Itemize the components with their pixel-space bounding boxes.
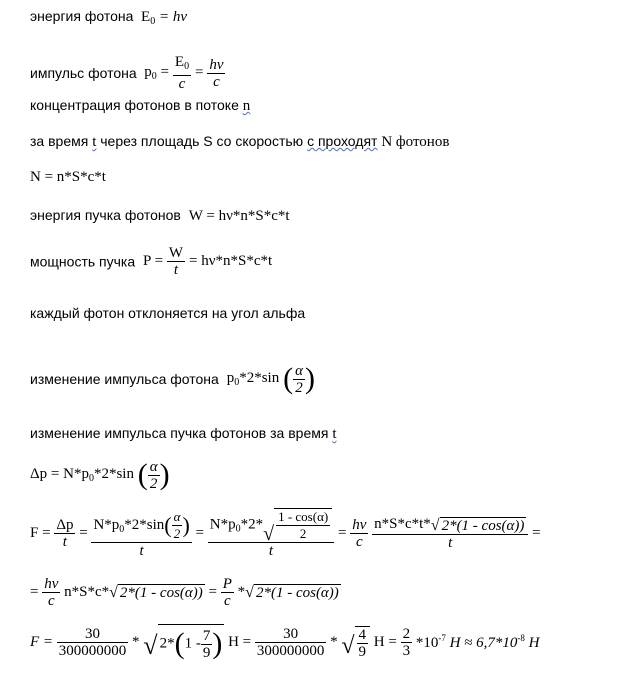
num: 2	[402, 626, 411, 642]
fraction-E0-c	[173, 54, 191, 92]
text: *	[132, 634, 140, 650]
text: N*p	[93, 516, 120, 533]
line-photon-energy	[30, 8, 187, 27]
text: N*p	[209, 516, 236, 533]
num: α	[173, 508, 181, 524]
text: изменение импульса пучка фотонов за время	[30, 425, 329, 441]
den: 2	[149, 475, 158, 492]
line-deflection	[30, 305, 305, 321]
num: W	[168, 245, 184, 261]
text: *2*	[240, 516, 264, 533]
fraction-4-9	[355, 626, 371, 660]
formula-rhs: = hν*n*S*c*t	[188, 253, 273, 269]
den: c	[355, 534, 363, 550]
line-concentration	[30, 97, 250, 115]
text-photon-momentum: импульс фотона	[30, 65, 137, 81]
den: t	[173, 262, 179, 278]
num: P	[222, 576, 232, 592]
symbol-F: F =	[30, 525, 51, 541]
sqrt	[431, 517, 527, 534]
fraction-P-c	[221, 576, 234, 609]
sqrt	[341, 626, 370, 660]
den: c	[224, 593, 231, 609]
fraction-hv-c	[207, 57, 225, 90]
fraction-2-3	[401, 626, 413, 659]
fraction-hv-c	[350, 517, 368, 550]
den: 2	[299, 526, 307, 541]
formula-text: N = n*S*c*t	[30, 169, 106, 185]
subscript: 0	[151, 71, 157, 82]
fraction-30-3e8	[57, 626, 129, 659]
text: 1 -	[184, 635, 201, 652]
num: Δp	[56, 517, 74, 533]
fraction-7-9	[201, 628, 213, 661]
symbol-p: p	[226, 370, 235, 386]
fraction-dp-t	[54, 517, 75, 550]
text-photon-energy: энергия фотона	[30, 8, 134, 24]
text: энергия пучка фотонов	[30, 207, 181, 223]
paren-left: (	[137, 458, 148, 491]
num: α	[295, 362, 303, 379]
symbol-E: E	[141, 9, 151, 25]
den: c	[178, 76, 186, 92]
text: изменение импульса фотона	[30, 371, 219, 387]
root-sign: √	[430, 516, 440, 534]
num: hν	[209, 56, 224, 73]
den: c	[213, 73, 220, 90]
text: H	[528, 635, 540, 651]
sqrt	[263, 508, 332, 545]
line-photon-momentum-change	[30, 362, 315, 396]
superscript: -8	[517, 633, 525, 643]
text-concentration: концентрация фотонов в потоке	[30, 97, 239, 113]
root-sign: √	[143, 631, 158, 660]
formula-W: W = hν*n*S*c*t	[188, 208, 290, 224]
superscript: -7	[438, 633, 446, 643]
text: H ≈ 6,7*10	[449, 635, 518, 651]
den: 2	[173, 525, 181, 541]
text: *10	[415, 635, 439, 651]
den: t	[448, 534, 453, 551]
text: *2*sin	[124, 516, 165, 533]
fraction-alpha-2	[293, 363, 305, 396]
line-beam-power	[30, 245, 272, 278]
root-sign: √	[341, 632, 355, 659]
radicand	[274, 508, 332, 542]
text: каждый фотон отклоняется на угол альфа	[30, 305, 306, 321]
sqrt	[109, 584, 205, 602]
num: 1 - cos(α)	[278, 509, 329, 524]
den: 9	[202, 644, 211, 661]
equals: =	[208, 584, 217, 600]
subscript: 0	[235, 523, 241, 535]
subscript: 0	[119, 523, 125, 535]
root-sign: √	[263, 523, 275, 545]
num: α	[149, 458, 158, 475]
formula-N	[30, 169, 106, 186]
root-sign: √	[109, 583, 118, 601]
text: через площадь S со скоростью	[100, 133, 304, 149]
text: *	[330, 634, 338, 650]
symbol-F: F =	[30, 634, 54, 650]
paren-right: )	[212, 627, 223, 660]
text: H =	[373, 634, 397, 650]
den: t	[62, 534, 67, 550]
fraction-N-p0-sqrt	[208, 508, 334, 559]
fraction-N-p0-sin	[91, 509, 191, 559]
den: 3	[402, 643, 411, 659]
formula-force-numeric	[30, 624, 540, 661]
num: hν	[352, 517, 367, 533]
fraction-alpha-2	[148, 459, 160, 492]
subscript: 0	[184, 61, 190, 72]
formula-force-derivation: F = $\frac{\Delta p}{t}$ = $N*p_0*2*\sin$( $\frac{\alpha}{2}$ ) t = $N*p_0*2*$ √ $\frac{1 - \cos(\alpha)}{2}$ t = $\frac{h\nu}{c}$ n*S*c*t* √ 2*(1 - cos(α)) t =	[30, 508, 541, 559]
sqrt	[143, 624, 224, 661]
line-photon-momentum: импульс фотона $p_0$ = $\frac{E_0}{c}$ = $\frac{h\nu}{c}$	[30, 54, 224, 92]
symbol-P: P =	[143, 253, 164, 269]
text: за время	[30, 133, 89, 149]
subscript: 0	[88, 473, 94, 484]
num: 30	[57, 626, 129, 643]
line-beam-momentum-change	[30, 425, 337, 443]
text: H =	[228, 634, 252, 650]
radicand: 2*(1 - cos(α))	[119, 584, 203, 601]
radicand	[158, 624, 225, 661]
symbol-p: p	[144, 64, 152, 80]
line-beam-energy	[30, 207, 290, 225]
text: 2*	[159, 635, 175, 652]
text: n*S*c*t*	[374, 516, 431, 533]
paren-left: (	[164, 512, 172, 537]
fraction-W-t	[167, 245, 185, 278]
den: 2	[295, 379, 303, 396]
radicand: 2*(1 - cos(α))	[441, 517, 525, 534]
sqrt	[245, 584, 341, 602]
formula-delta-p	[30, 458, 170, 492]
den: 300000000	[256, 643, 325, 659]
num: hν	[44, 576, 59, 592]
fraction-30-3e8	[255, 626, 327, 659]
formula-text: Δp = N*p	[30, 466, 89, 482]
line-time-area	[30, 133, 449, 151]
den: 300000000	[58, 643, 127, 659]
paren-right: )	[159, 458, 170, 491]
den: 9	[358, 643, 367, 660]
num: 7	[202, 627, 211, 644]
symbol-n: n	[242, 98, 251, 114]
num: 4	[358, 626, 367, 643]
text-underlined: с проходят	[307, 133, 378, 149]
paren-right: )	[182, 512, 190, 537]
formula-rhs: = hν	[158, 9, 187, 25]
symbol-t: t	[92, 134, 97, 150]
paren-right: )	[304, 362, 315, 395]
equals: =	[30, 584, 39, 600]
root-sign: √	[245, 583, 254, 601]
num: E	[174, 54, 185, 70]
subscript: 0	[150, 16, 156, 27]
paren-left: (	[283, 362, 294, 395]
text: N фотонов	[381, 134, 450, 150]
text: *	[237, 584, 246, 600]
text: n*S*c*	[64, 584, 110, 600]
den: t	[268, 543, 274, 559]
paren-left: (	[174, 627, 185, 660]
symbol-t: t	[332, 426, 337, 442]
formula-text: *2*sin	[239, 370, 280, 386]
den: c	[47, 593, 55, 609]
den: t	[139, 542, 144, 559]
formula-text: *2*sin	[93, 466, 134, 482]
formula-force-simplified	[30, 576, 341, 609]
radicand: 2*(1 - cos(α))	[255, 584, 339, 601]
fraction-nSct-sqrt	[372, 516, 528, 550]
equals: =	[532, 525, 541, 541]
fraction-hv-c	[42, 576, 60, 609]
text: мощность пучка	[30, 253, 136, 270]
subscript: 0	[234, 377, 240, 388]
fraction-alpha-2	[172, 509, 183, 542]
num: 30	[255, 626, 327, 643]
